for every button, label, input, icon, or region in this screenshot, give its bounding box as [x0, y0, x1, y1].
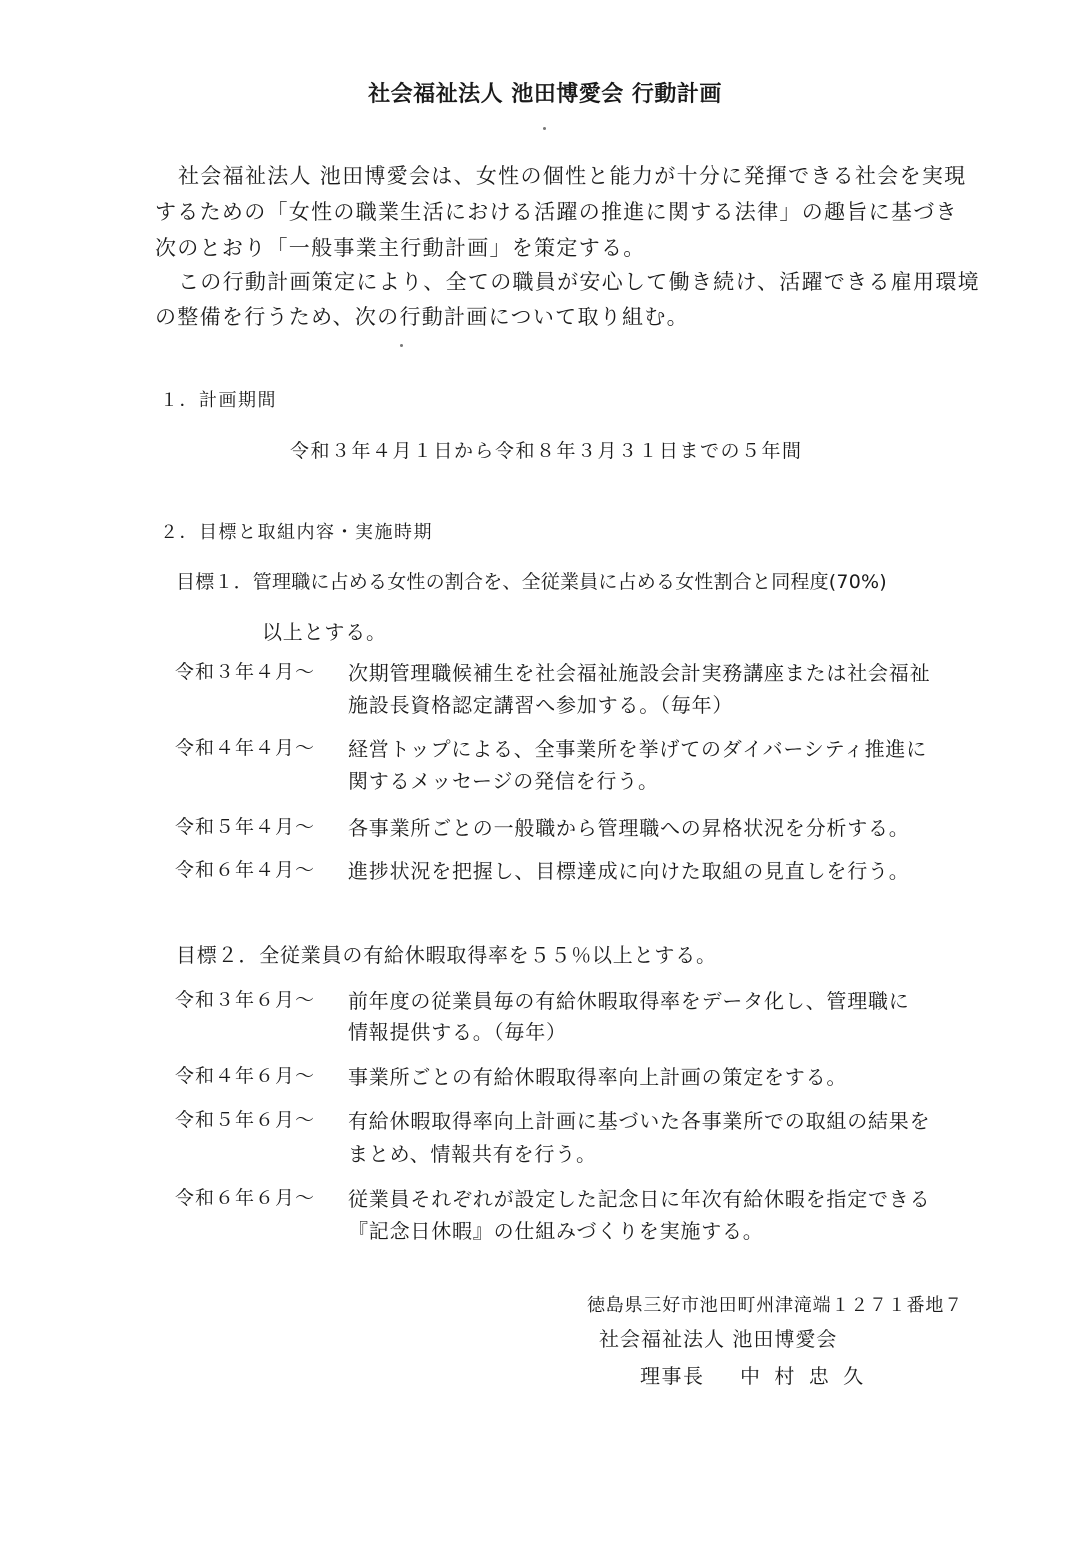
- plan-period: 令和３年４月１日から令和８年３月３１日までの５年間: [290, 440, 803, 462]
- goal2-item-date: 令和４年６月～: [175, 1065, 316, 1087]
- goal1-title: 目標１．管理職に占める女性の割合を、全従業員に占める女性割合と同程度(70%): [176, 571, 887, 593]
- goal1-item-date: 令和３年４月～: [175, 661, 316, 683]
- goal1-item-date: 令和６年４月～: [175, 859, 316, 881]
- goal2-item-text: まとめ、情報共有を行う。: [348, 1142, 597, 1166]
- goal2-item-text: 従業員それぞれが設定した記念日に年次有給休暇を指定できる: [348, 1187, 931, 1211]
- goal2-item-date: 令和３年６月～: [175, 989, 316, 1011]
- section-heading-period: １．計画期間: [160, 390, 277, 411]
- document-title: 社会福祉法人 池田博愛会 行動計画: [368, 82, 722, 107]
- section-heading-goals: ２．目標と取組内容・実施時期: [160, 522, 433, 543]
- goal2-item-text: 事業所ごとの有給休暇取得率向上計画の策定をする。: [348, 1065, 848, 1089]
- goal2-item-text: 情報提供する。（毎年）: [348, 1020, 567, 1044]
- org-address: 徳島県三好市池田町州津滝端１２７１番地７: [587, 1295, 963, 1316]
- goal2-item-text: 前年度の従業員毎の有給休暇取得率をデータ化し、管理職に: [348, 989, 910, 1013]
- goal1-item-text: 関するメッセージの発信を行う。: [348, 769, 659, 793]
- scan-speck: [543, 127, 546, 130]
- goal2-item-text: 『記念日休暇』の仕組みづくりを実施する。: [348, 1219, 764, 1243]
- intro-line: この行動計画策定により、全ての職員が安心して働き続け、活躍できる雇用環境: [178, 270, 980, 294]
- intro-line: の整備を行うため、次の行動計画について取り組む。: [155, 305, 689, 329]
- goal1-item-text: 経営トップによる、全事業所を挙げてのダイバーシティ推進に: [348, 737, 927, 761]
- goal1-item-date: 令和４年４月～: [175, 737, 316, 759]
- goal1-item-text: 進捗状況を把握し、目標達成に向けた取組の見直しを行う。: [348, 859, 910, 883]
- goal1-item-date: 令和５年４月～: [175, 816, 316, 838]
- goal1-item-text: 各事業所ごとの一般職から管理職への昇格状況を分析する。: [348, 816, 910, 840]
- goal1-item-text: 施設長資格認定講習へ参加する。（毎年）: [348, 693, 734, 717]
- goal2-title: 目標２．全従業員の有給休暇取得率を５５％以上とする。: [176, 943, 717, 967]
- signatory-name: 中 村 忠 久: [740, 1364, 868, 1388]
- goal2-item-date: 令和６年６月～: [175, 1187, 316, 1209]
- goal2-item-text: 有給休暇取得率向上計画に基づいた各事業所での取組の結果を: [348, 1109, 931, 1133]
- goal2-item-date: 令和５年６月～: [175, 1109, 316, 1131]
- org-name: 社会福祉法人 池田博愛会: [599, 1327, 838, 1351]
- intro-line: 社会福祉法人 池田博愛会は、女性の個性と能力が十分に発揮できる社会を実現: [178, 164, 967, 188]
- goal1-item-text: 次期管理職候補生を社会福祉施設会計実務講座または社会福祉: [348, 661, 931, 685]
- goal1-title-cont: 以上とする。: [262, 620, 387, 644]
- intro-line: するための「女性の職業生活における活躍の推進に関する法律」の趣旨に基づき: [155, 200, 958, 224]
- intro-line: 次のとおり「一般事業主行動計画」を策定する。: [155, 236, 646, 260]
- signatory-role: 理事長: [640, 1364, 705, 1388]
- scan-speck: [400, 344, 403, 347]
